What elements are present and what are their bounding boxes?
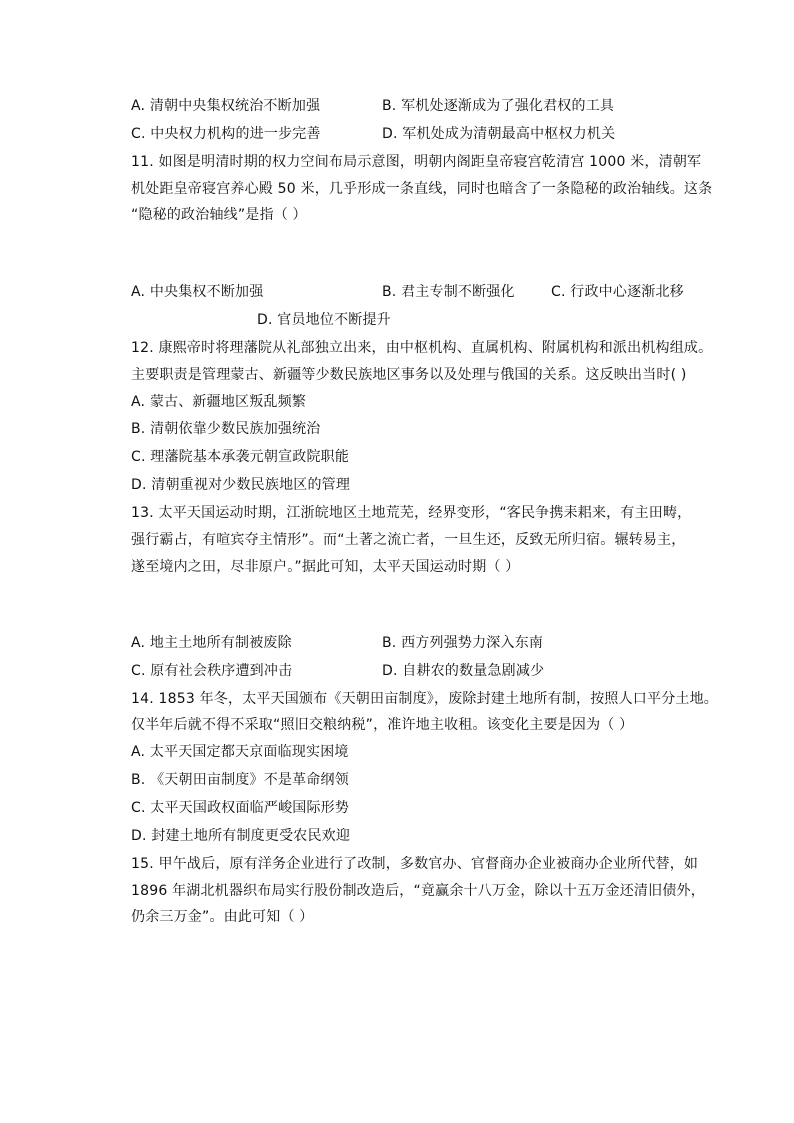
q12-option-c: C. 理藩院基本承袭元朝宣政院职能 [131,449,350,465]
q14-option-c: C. 太平天国政权面临严峻国际形势 [131,800,350,816]
q10-option-d: D. 军机处成为清朝最高中枢权力机关 [382,126,616,142]
q13-stem-line2: 强行霸占，有喧宾夺主情形”。而“土著之流亡者，一旦生还，反致无所归宿。辗转易主， [131,532,686,548]
q15-stem-line2: 1896 年湖北机器织布局实行股份制改造后，“竟赢余十八万金，除以十五万金还清旧债外， [131,883,705,899]
q14-option-a: A. 太平天国定都天京面临现实困境 [131,744,349,760]
q13-option-c: C. 原有社会秩序遭到冲击 [131,663,293,679]
q12-stem-line1: 12. 康熙帝时将理藩院从礼部独立出来，由中枢机构、直属机构、附属机构和派出机构组成。 [131,340,713,356]
q14-option-b: B. 《天朝田亩制度》不是革命纲领 [131,772,349,788]
q13-option-a: A. 地主土地所有制被废除 [131,635,292,651]
q13-option-d: D. 自耕农的数量急剧减少 [382,663,545,679]
q11-stem-line2: 机处距皇帝寝宫养心殿 50 米，几乎形成一条直线，同时也暗含了一条隐秘的政治轴线。这条 [131,181,713,197]
q12-stem-line2: 主要职责是管理蒙古、新疆等少数民族地区事务以及处理与俄国的关系。这反映出当时( ) [131,367,687,383]
q12-option-a: A. 蒙古、新疆地区叛乱频繁 [131,394,307,410]
q11-stem-line1: 11. 如图是明清时期的权力空间布局示意图，明朝内阁距皇帝寝宫乾清宫 1000 米，清朝军 [131,154,702,170]
q10-option-a: A. 清朝中央集权统治不断加强 [131,98,321,114]
q14-stem-line1: 14. 1853 年冬，太平天国颁布《天朝田亩制度》，废除封建土地所有制，按照人口平分土地。 [131,691,718,707]
q11-option-d: D. 官员地位不断提升 [257,312,391,328]
q12-option-d: D. 清朝重视对少数民族地区的管理 [131,477,351,493]
q11-stem-line3: “隐秘的政治轴线”是指（ ） [131,207,307,223]
q14-stem-line2: 仅半年后就不得不采取“照旧交粮纳税”，准许地主收租。该变化主要是因为（ ） [131,717,634,733]
q11-option-c: C. 行政中心逐渐北移 [551,284,684,300]
q15-stem-line1: 15. 甲午战后，原有洋务企业进行了改制，多数官办、官督商办企业被商办企业所代替，如 [131,856,699,872]
q13-stem-line3: 遂至境内之田，尽非原户。”据此可知，太平天国运动时期（ ） [131,559,520,575]
q14-option-d: D. 封建土地所有制度更受农民欢迎 [131,828,351,844]
q13-option-b: B. 西方列强势力深入东南 [382,635,544,651]
q11-option-b: B. 君主专制不断强化 [382,284,515,300]
q12-option-b: B. 清朝依靠少数民族加强统治 [131,421,321,437]
q10-option-c: C. 中央权力机构的进一步完善 [131,126,321,142]
q13-stem-line1: 13. 太平天国运动时期，江浙皖地区土地荒芜，经界变形，“客民争携耒耜来，有主田畴， [131,505,692,521]
q15-stem-line3: 仍余三万金”。由此可知（ ） [131,909,314,925]
q10-option-b: B. 军机处逐渐成为了强化君权的工具 [382,98,615,114]
q11-option-a: A. 中央集权不断加强 [131,284,264,300]
